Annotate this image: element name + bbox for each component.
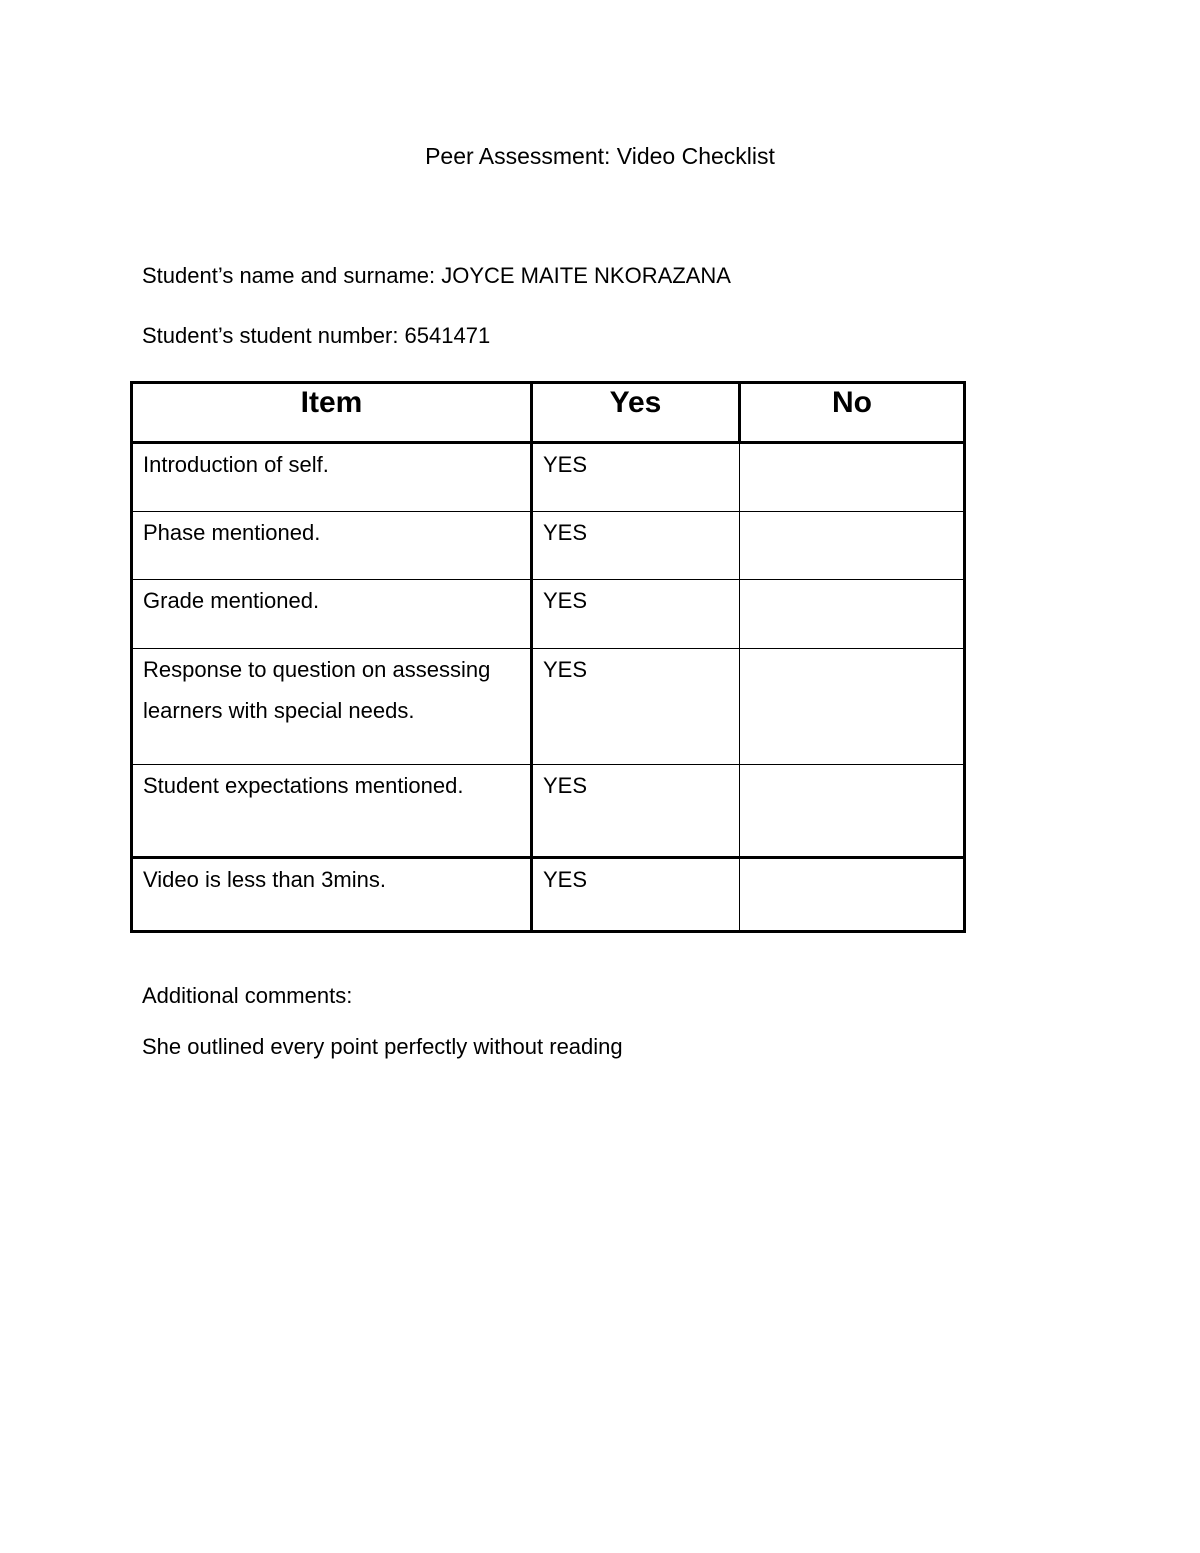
student-name-line: Student’s name and surname: JOYCE MAITE NKORAZANA	[142, 263, 731, 288]
no-cell	[740, 512, 965, 580]
table-row	[132, 649, 965, 765]
no-cell	[740, 580, 965, 649]
student-number-line: Student’s student number: 6541471	[142, 323, 491, 348]
no-cell	[740, 858, 965, 932]
page-title: Peer Assessment: Video Checklist	[425, 143, 775, 169]
comments-label: Additional comments:	[142, 983, 353, 1008]
yes-cell: YES	[532, 580, 740, 649]
checklist-table	[130, 381, 966, 933]
comments-text: She outlined every point perfectly without reading	[142, 1034, 623, 1059]
table-row	[132, 580, 965, 649]
yes-cell: YES	[532, 512, 740, 580]
item-cell: Video is less than 3mins.	[132, 858, 532, 932]
no-cell	[740, 765, 965, 858]
item-cell: Grade mentioned.	[132, 580, 532, 649]
item-cell: Student expectations mentioned.	[132, 765, 532, 858]
table-row	[132, 765, 965, 858]
no-cell	[740, 443, 965, 512]
header-no: No	[740, 383, 965, 443]
yes-cell: YES	[532, 765, 740, 858]
header-yes: Yes	[532, 383, 740, 443]
table-row	[132, 443, 965, 512]
table-row	[132, 512, 965, 580]
yes-cell: YES	[532, 443, 740, 512]
yes-cell: YES	[532, 649, 740, 765]
item-cell: Response to question on assessing learners with special needs.	[132, 649, 532, 765]
item-cell: Introduction of self.	[132, 443, 532, 512]
table-header-row	[132, 383, 965, 443]
table-row	[132, 858, 965, 932]
item-cell: Phase mentioned.	[132, 512, 532, 580]
header-item: Item	[132, 383, 532, 443]
no-cell	[740, 649, 965, 765]
yes-cell: YES	[532, 858, 740, 932]
